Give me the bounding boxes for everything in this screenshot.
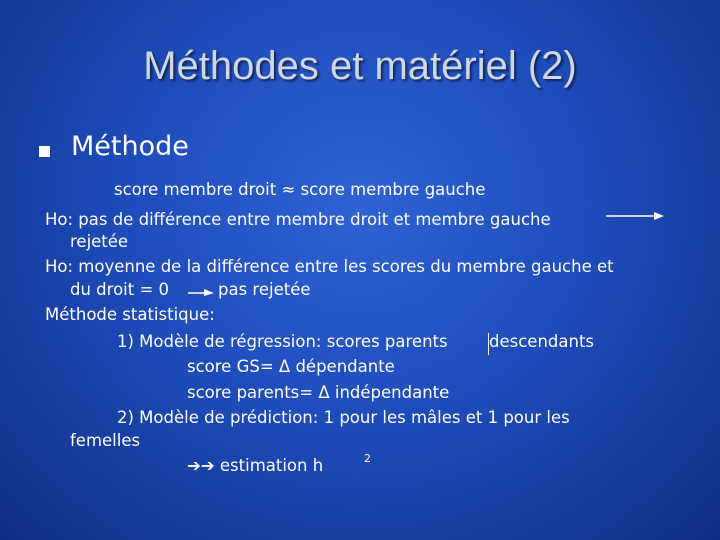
text-line-right-zero: du droit = 0 [70, 280, 170, 299]
text-line-prediction-model: 2) Modèle de prédiction: 1 pour les mâles et 1 pour les [117, 408, 570, 427]
text-line-gs-dependent: score GS= Δ dépendante [187, 357, 395, 376]
text-line-regression-model: 1) Modèle de régression: scores parents [117, 332, 448, 351]
text-line-females: femelles [70, 431, 141, 450]
superscript-two: 2 [364, 452, 371, 465]
slide-title: Méthodes et matériel (2) [143, 44, 577, 88]
text-line-estimation: ➔➔ estimation h [187, 456, 324, 475]
text-line-h0-1: Ho: pas de différence entre membre droit et membre gauche [45, 210, 551, 229]
square-bullet-icon [39, 146, 50, 157]
text-line-h0-2: Ho: moyenne de la différence entre les scores du membre gauche et [45, 257, 614, 276]
bullet-heading: Méthode [71, 131, 189, 162]
text-line-equivalence: score membre droit ≈ score membre gauche [114, 180, 486, 199]
text-line-descendants: descendants [489, 332, 595, 351]
text-line-statistical-method: Méthode statistique: [45, 305, 215, 324]
text-line-rejected: rejetée [70, 232, 129, 251]
right-arrow-icon [188, 286, 214, 296]
text-line-not-rejected: pas rejetée [218, 280, 311, 299]
right-arrow-icon [606, 211, 664, 221]
text-line-parents-independent: score parents= Δ indépendante [187, 383, 450, 402]
